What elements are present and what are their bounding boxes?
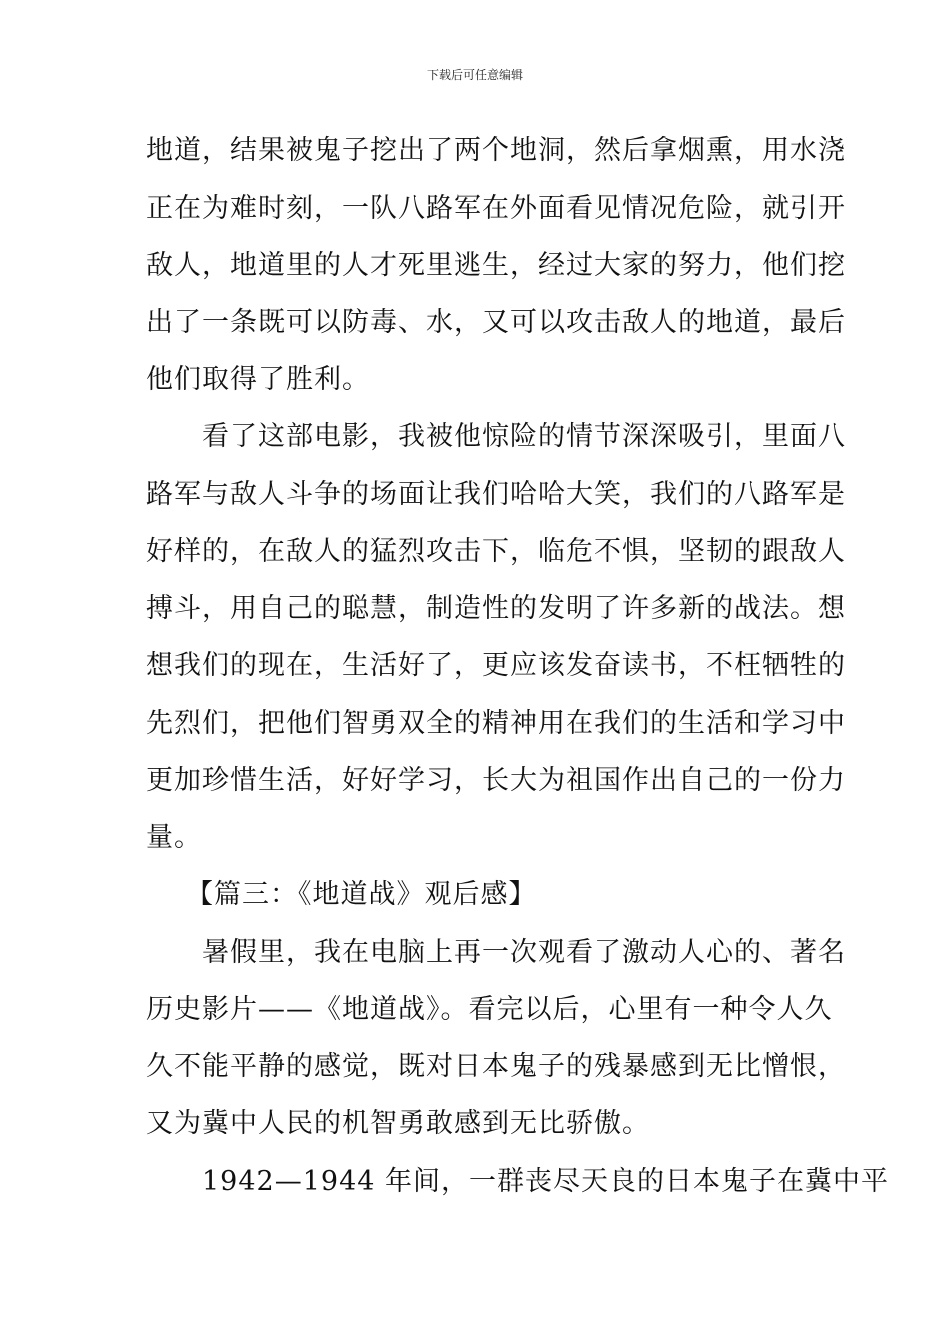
text-line: 好样的，在敌人的猛烈攻击下，临危不惧，坚韧的跟敌人 [146, 536, 846, 567]
text-line: 先烈们，把他们智勇双全的精神用在我们的生活和学习中 [146, 708, 846, 739]
text-line: 想我们的现在，生活好了，更应该发奋读书，不枉牺牲的 [146, 650, 846, 681]
page-header: 下载后可任意编辑 [426, 68, 523, 82]
text-line: 又为冀中人民的机智勇敢感到无比骄傲。 [146, 1108, 650, 1139]
text-line: 1942—1944 年间，一群丧尽天良的日本鬼子在冀中平 [202, 1166, 890, 1197]
text-line: 他们取得了胜利。 [146, 364, 370, 395]
text-line: 搏斗，用自己的聪慧，制造性的发明了许多新的战法。想 [146, 593, 846, 624]
text-line: 出了一条既可以防毒、水，又可以攻击敌人的地道，最后 [146, 307, 846, 338]
section-heading: 【篇三：《地道战》观后感】 [186, 879, 537, 910]
text-line: 看了这部电影，我被他惊险的情节深深吸引，里面八 [202, 421, 846, 452]
text-line: 路军与敌人斗争的场面让我们哈哈大笑，我们的八路军是 [146, 479, 846, 510]
text-line: 暑假里，我在电脑上再一次观看了激动人心的、著名 [202, 937, 846, 968]
text-line: 历史影片——《地道战》。看完以后，心里有一种令人久 [146, 994, 833, 1025]
text-line: 更加珍惜生活，好好学习，长大为祖国作出自己的一份力 [146, 765, 846, 796]
text-line: 正在为难时刻，一队八路军在外面看见情况危险，就引开 [146, 193, 846, 224]
text-line: 量。 [146, 822, 202, 853]
text-line: 敌人，地道里的人才死里逃生，经过大家的努力，他们挖 [146, 250, 846, 281]
text-line: 久不能平静的感觉，既对日本鬼子的残暴感到无比憎恨， [146, 1051, 846, 1082]
text-line: 地道，结果被鬼子挖出了两个地洞，然后拿烟熏，用水浇 [146, 135, 846, 166]
